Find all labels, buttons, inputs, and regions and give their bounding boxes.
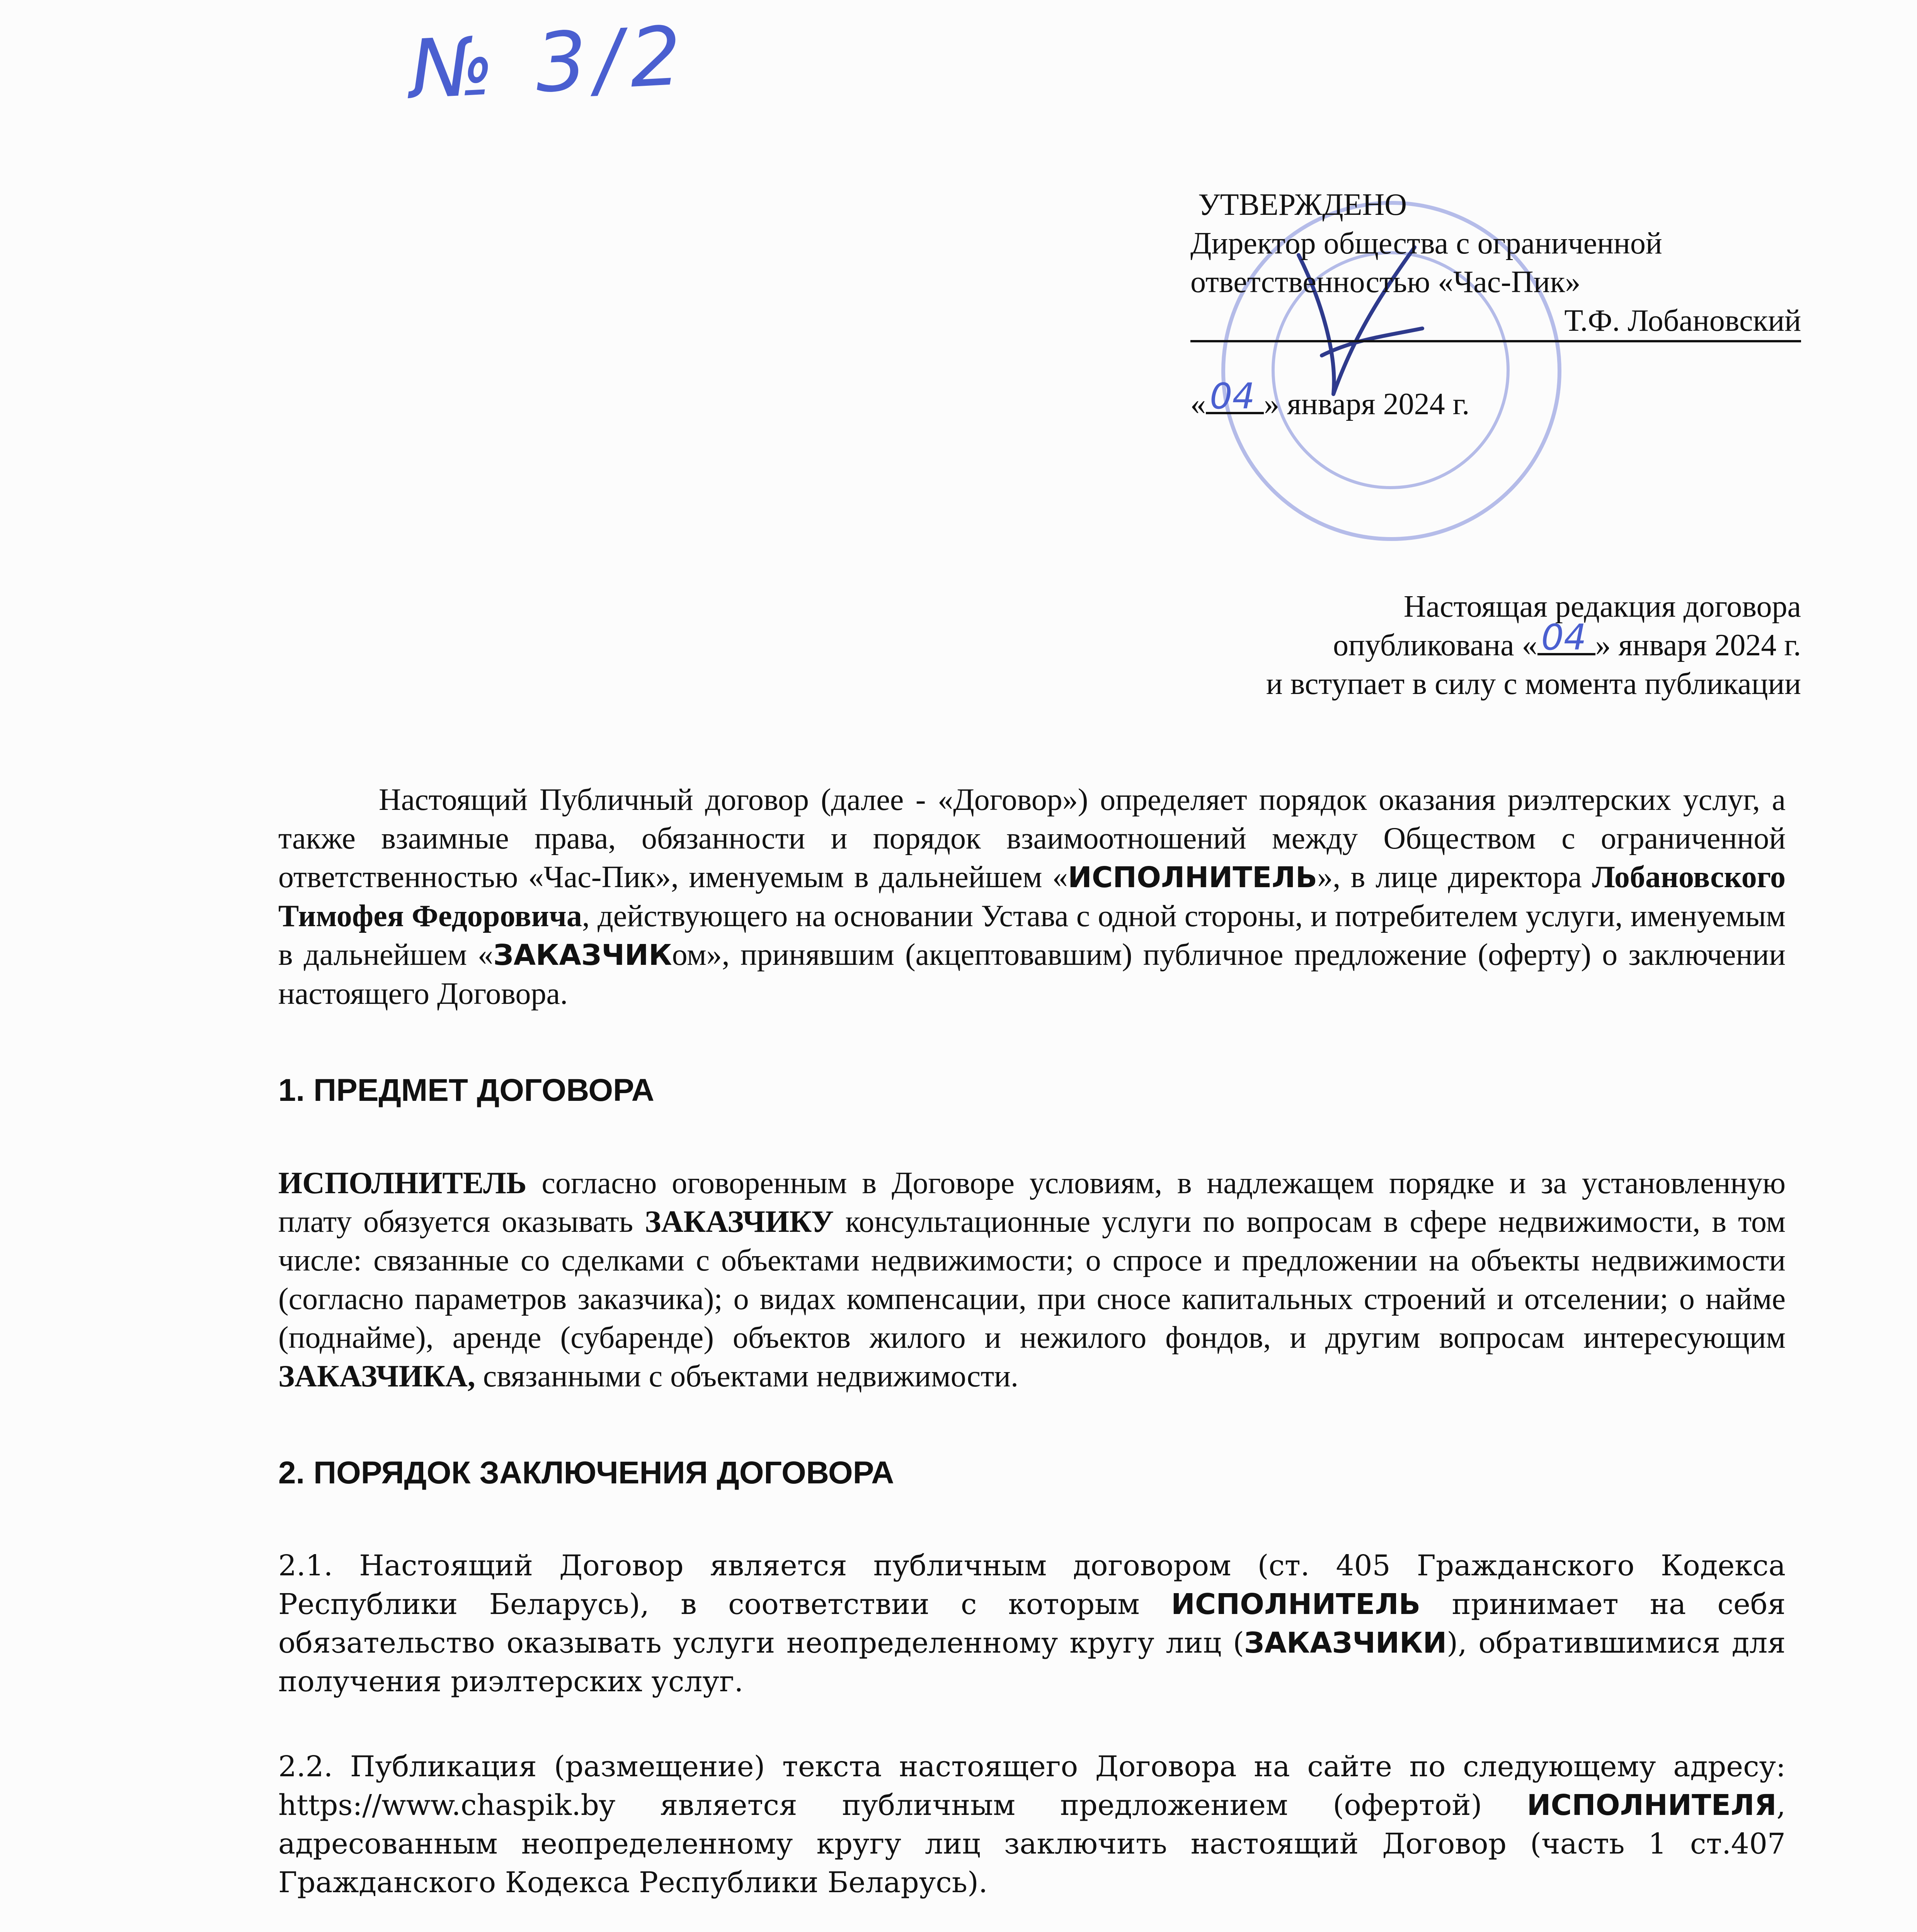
section1-customer-dat: ЗАКАЗЧИКУ [645,1205,834,1239]
publication-line2-a: опубликована « [1333,628,1537,662]
publication-note [1266,587,1801,703]
intro-text-c: , действующего на основании Устава с одной стороны, и потребителем услуги, именуемым в дальнейшем « [278,899,1786,972]
section1-text-b: консультационные услуги по вопросам в сфере недвижимости, в том числе: связанные со сделками с объектами недвижимости; о спросе и предложении на объекты недвижимости (согласно параметров заказчика); о видах компенсации, при сносе капитальных строений и отселении; о найме (поднайме), аренде (субаренде) объектов жилого и нежилого фондов, и другим вопросам интересующим [278,1205,1786,1355]
intro-executor: ИСПОЛНИТЕЛЬ [1067,861,1318,894]
intro-text-b: », в лице директора [1317,860,1592,894]
contract-body [278,781,1786,1932]
approval-date-rest: » января 2024 г. [1264,387,1470,421]
section1-paragraph [278,1164,1786,1396]
intro-customer: ЗАКАЗЧИК [493,939,672,972]
clause-2-2-executor: ИСПОЛНИТЕЛЯ [1527,1789,1777,1822]
handwritten-number: № 3/2 [407,8,692,117]
approval-position-line2: ответственностью «Час-Пик» [1190,265,1581,299]
approval-date-open: « [1190,387,1206,421]
intro-paragraph [278,781,1786,1013]
approval-date-blank [1206,376,1264,417]
approval-signature-line [1190,301,1801,342]
section1-executor: ИСПОЛНИТЕЛЬ [278,1166,527,1200]
publication-line2-b: » января 2024 г. [1595,628,1801,662]
clause-2-2-c: , адресованным неопределенному кругу лиц заключить настоящий Договор (часть 1 ст.407 Гражданского Кодекса Республики Беларусь). [278,1789,1786,1899]
section1-heading: 1. ПРЕДМЕТ ДОГОВОРА [278,1073,654,1108]
clause-2-1-c: ), обратившимися для получения риэлтерских услуг. [278,1626,1786,1698]
section2-heading: 2. ПОРЯДОК ЗАКЛЮЧЕНИЯ ДОГОВОРА [278,1455,894,1490]
clause-2-1-customers: ЗАКАЗЧИКИ [1244,1626,1447,1660]
section1-text-c: связанными с объектами недвижимости. [475,1359,1018,1393]
clause-2-2 [278,1747,1786,1902]
approval-date [1190,376,1824,423]
intro-text-d: ом», принявшим (акцептовавшим) публичное предложение (оферту) о заключении настоящего Договора. [278,938,1786,1011]
approval-signer: Т.Ф. Лобановский [1564,304,1801,338]
clause-2-1-b: принимает на себя обязательство оказывать услуги неопределенному кругу лиц ( [278,1588,1786,1660]
publication-date-day: 04 [1541,617,1587,658]
approval-title: УТВЕРЖДЕНО [1198,188,1407,222]
approval-block [1190,185,1824,423]
clause-2-2-a: 2.2. Публикация (размещение) текста настоящего Договора на сайте по следующему адресу: [278,1750,1786,1783]
approval-position-line1: Директор общества с ограниченной [1190,226,1662,260]
clause-2-2-url: https://www.chaspik.by [278,1789,615,1822]
section1-customer-gen: ЗАКАЗЧИКА, [278,1359,475,1393]
section1-text-a: согласно оговоренным в Договоре условиям, в надлежащем порядке и за установленную плату обязуется оказывать [278,1166,1786,1239]
clause-2-2-b: является публичным предложением (офертой) [615,1789,1527,1822]
approval-date-day: 04 [1210,376,1255,417]
intro-director: Лобановского Тимофея Федоровича [278,860,1786,933]
publication-date-blank [1537,617,1595,658]
publication-line3: и вступает в силу с момента публикации [1266,667,1801,701]
intro-text-a: Настоящий Публичный договор (далее - «Договор») определяет порядок оказания риэлтерских услуг, а также взаимные права, обязанности и порядок взаимоотношений между Обществом с ограниченной ответственностью «Час-Пик», именуемым в дальнейшем « [278,783,1786,894]
publication-line2 [1266,617,1801,665]
clause-2-1-executor: ИСПОЛНИТЕЛЬ [1171,1588,1421,1621]
clause-2-1-a: 2.1. Настоящий Договор является публичным договором (ст. 405 Гражданского Кодекса Республики Беларусь), в соответствии с которым [278,1549,1786,1621]
clause-2-1 [278,1546,1786,1701]
publication-line1: Настоящая редакция договора [1403,590,1801,624]
